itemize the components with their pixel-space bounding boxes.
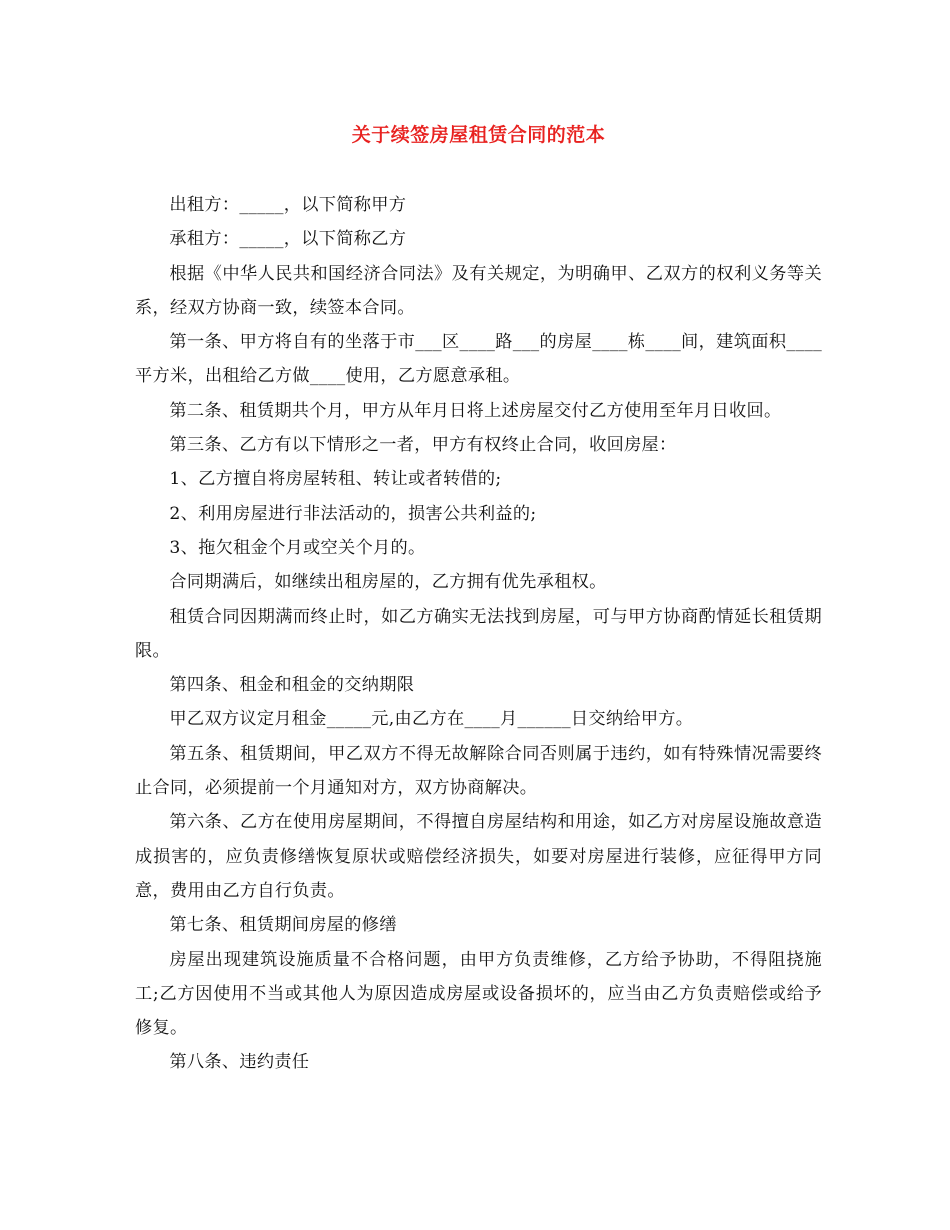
paragraph-lessee: 承租方：_____，以下简称乙方 (169, 229, 407, 250)
paragraph-article-8: 第八条、违约责任 (169, 1052, 310, 1073)
paragraph-term-extension: 租赁合同因期满而终止时，如乙方确实无法找到房屋，可与甲方协商酌情延长租赁期限。 (135, 606, 822, 661)
document-title: 关于续签房屋租赁合同的范本 (351, 124, 606, 146)
paragraph-repairs: 房屋出现建筑设施质量不合格问题，由甲方负责维修，乙方给予协助，不得阻挠施工;乙方因使用不当或其他人为原因造成房屋或设备损坏的，应当由乙方负责赔偿或给予修复。 (135, 949, 822, 1039)
paragraph-article-3: 第三条、乙方有以下情形之一者，甲方有权终止合同，收回房屋： (169, 435, 677, 456)
paragraph-article-7: 第七条、租赁期间房屋的修缮 (169, 915, 397, 936)
paragraph-rent-amount: 甲乙双方议定月租金_____元,由乙方在____月______日交纳给甲方。 (169, 709, 694, 730)
paragraph-article-3-item-1: 1、乙方擅自将房屋转租、转让或者转借的; (169, 469, 502, 490)
paragraph-lessor: 出租方：_____，以下简称甲方 (169, 195, 407, 215)
paragraph-article-5: 第五条、租赁期间，甲乙双方不得无故解除合同否则属于违约，如有特殊情况需要终止合同，必须提前一个月通知对方，双方协商解决。 (135, 743, 822, 799)
paragraph-article-3-item-3: 3、拖欠租金个月或空关个月的。 (169, 537, 426, 558)
paragraph-article-4: 第四条、租金和租金的交纳期限 (169, 675, 415, 696)
paragraph-article-3-item-2: 2、利用房屋进行非法活动的，损害公共利益的; (169, 503, 537, 524)
document-body (135, 188, 822, 1080)
paragraph-article-6: 第六条、乙方在使用房屋期间，不得擅自房屋结构和用途，如乙方对房屋设施故意造成损害的，应负责修缮恢复原状或赔偿经济损失，如要对房屋进行装修，应征得甲方同意，费用由乙方自行负责。 (135, 812, 822, 901)
paragraph-article-1: 第一条、甲方将自有的坐落于市___区____路___的房屋____栋____间，建筑面积____平方米，出租给乙方做____使用，乙方愿意承租。 (135, 332, 822, 387)
paragraph-article-2: 第二条、租赁期共个月，甲方从年月日将上述房屋交付乙方使用至年月日收回。 (169, 400, 782, 421)
paragraph-priority-renewal: 合同期满后，如继续出租房屋的，乙方拥有优先承租权。 (169, 572, 607, 593)
paragraph-preamble: 根据《中华人民共和国经济合同法》及有关规定，为明确甲、乙双方的权利义务等关系，经双方协商一致，续签本合同。 (135, 263, 822, 318)
